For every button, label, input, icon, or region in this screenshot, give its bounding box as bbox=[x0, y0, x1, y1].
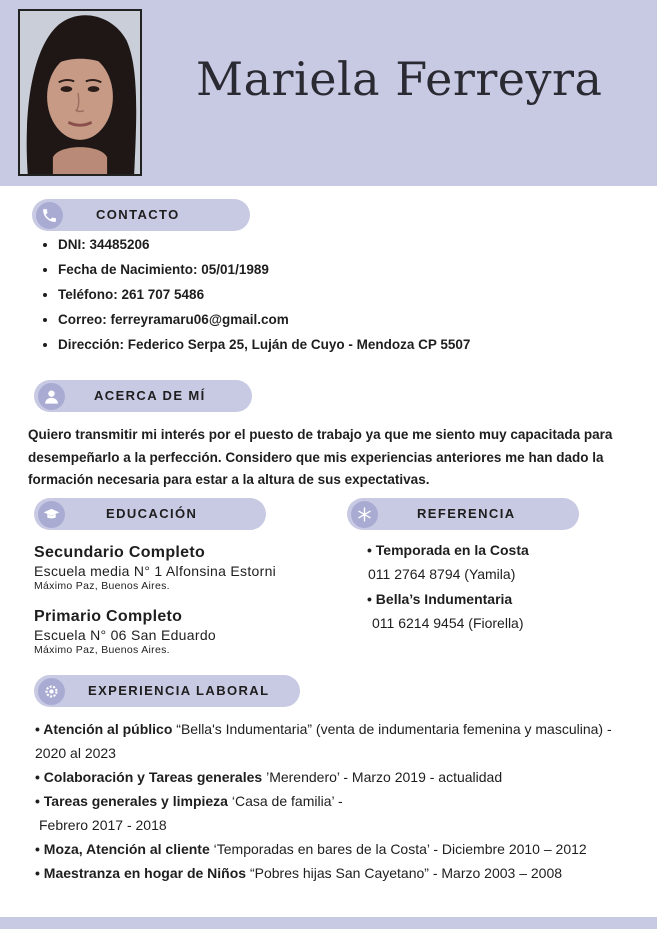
education-place-2: Máximo Paz, Buenos Aires. bbox=[34, 644, 170, 656]
contact-item-dni: DNI: 34485206 bbox=[40, 236, 470, 261]
section-title-experience: EXPERIENCIA LABORAL bbox=[88, 683, 270, 698]
education-school-2: Escuela N° 06 San Eduardo bbox=[34, 627, 216, 643]
profile-photo bbox=[18, 9, 142, 176]
bullet: • bbox=[35, 841, 44, 857]
bullet: • bbox=[35, 769, 44, 785]
section-header-experience bbox=[34, 675, 300, 707]
user-icon bbox=[38, 383, 65, 410]
experience-item-3 bbox=[35, 789, 635, 813]
experience-detail: “Bella's Indumentaria” (venta de indumentaria femenina y masculina) - 2020 al 2023 bbox=[35, 721, 612, 761]
section-title-about: ACERCA DE MÍ bbox=[94, 388, 206, 403]
experience-item-1 bbox=[35, 717, 635, 765]
section-header-about bbox=[34, 380, 252, 412]
section-header-contact bbox=[32, 199, 250, 231]
header-band bbox=[0, 0, 657, 186]
experience-detail: ’Merendero’ - Marzo 2019 - actualidad bbox=[262, 769, 503, 785]
phone-icon bbox=[36, 202, 63, 229]
experience-item-3-continuation: Febrero 2017 - 2018 bbox=[39, 817, 167, 833]
bullet: • bbox=[35, 865, 44, 881]
reference-phone-2: 011 6214 9454 (Fiorella) bbox=[372, 615, 524, 631]
experience-item-5 bbox=[35, 861, 635, 885]
experience-item-4 bbox=[35, 837, 635, 861]
footer-band bbox=[0, 917, 657, 929]
contact-item-phone: Teléfono: 261 707 5486 bbox=[40, 286, 470, 311]
section-title-reference: REFERENCIA bbox=[417, 506, 516, 521]
reference-name-1: • Temporada en la Costa bbox=[367, 542, 529, 558]
experience-role: Moza, Atención al cliente bbox=[43, 841, 210, 857]
snowflake-icon bbox=[351, 501, 378, 528]
experience-detail: “Pobres hijas San Cayetano” - Marzo 2003 – 2008 bbox=[246, 865, 563, 881]
experience-detail: ‘Temporadas en bares de la Costa’ - Diciembre 2010 – 2012 bbox=[209, 841, 587, 857]
experience-role: Tareas generales y limpieza bbox=[43, 793, 228, 809]
bullet: • bbox=[35, 793, 44, 809]
contact-item-birthdate: Fecha de Nacimiento: 05/01/1989 bbox=[40, 261, 470, 286]
experience-item-2 bbox=[35, 765, 635, 789]
reference-name-2: • Bella’s Indumentaria bbox=[367, 591, 513, 607]
experience-detail: ‘Casa de familia’ - bbox=[227, 793, 343, 809]
contact-item-address: Dirección: Federico Serpa 25, Luján de Cuyo - Mendoza CP 5507 bbox=[40, 336, 470, 361]
education-title-2: Primario Completo bbox=[34, 608, 183, 625]
contact-item-email: Correo: ferreyramaru06@gmail.com bbox=[40, 311, 470, 336]
education-title-1: Secundario Completo bbox=[34, 544, 206, 561]
bullet: • bbox=[35, 721, 44, 737]
about-text: Quiero transmitir mi interés por el puesto de trabajo ya que me siento muy capacitada para desempeñarlo a la perfección. Considero que mis experiencias anteriores me han dado la formación necesaria para estar a la altura de sus expectativas. bbox=[28, 427, 613, 487]
experience-list bbox=[35, 717, 635, 885]
section-title-contact: CONTACTO bbox=[96, 207, 180, 222]
gear-icon bbox=[38, 678, 65, 705]
section-header-education bbox=[34, 498, 266, 530]
education-place-1: Máximo Paz, Buenos Aires. bbox=[34, 580, 170, 592]
reference-phone-1: 011 2764 8794 (Yamila) bbox=[368, 566, 516, 582]
graduation-cap-icon bbox=[38, 501, 65, 528]
contact-list bbox=[40, 236, 470, 361]
experience-role: Colaboración y Tareas generales bbox=[43, 769, 263, 785]
section-header-reference bbox=[347, 498, 579, 530]
experience-role: Maestranza en hogar de Niños bbox=[43, 865, 247, 881]
section-title-education: EDUCACIÓN bbox=[106, 506, 198, 521]
experience-role: Atención al público bbox=[43, 721, 173, 737]
candidate-name: Mariela Ferreyra bbox=[196, 52, 603, 106]
education-school-1: Escuela media N° 1 Alfonsina Estorni bbox=[34, 563, 277, 579]
